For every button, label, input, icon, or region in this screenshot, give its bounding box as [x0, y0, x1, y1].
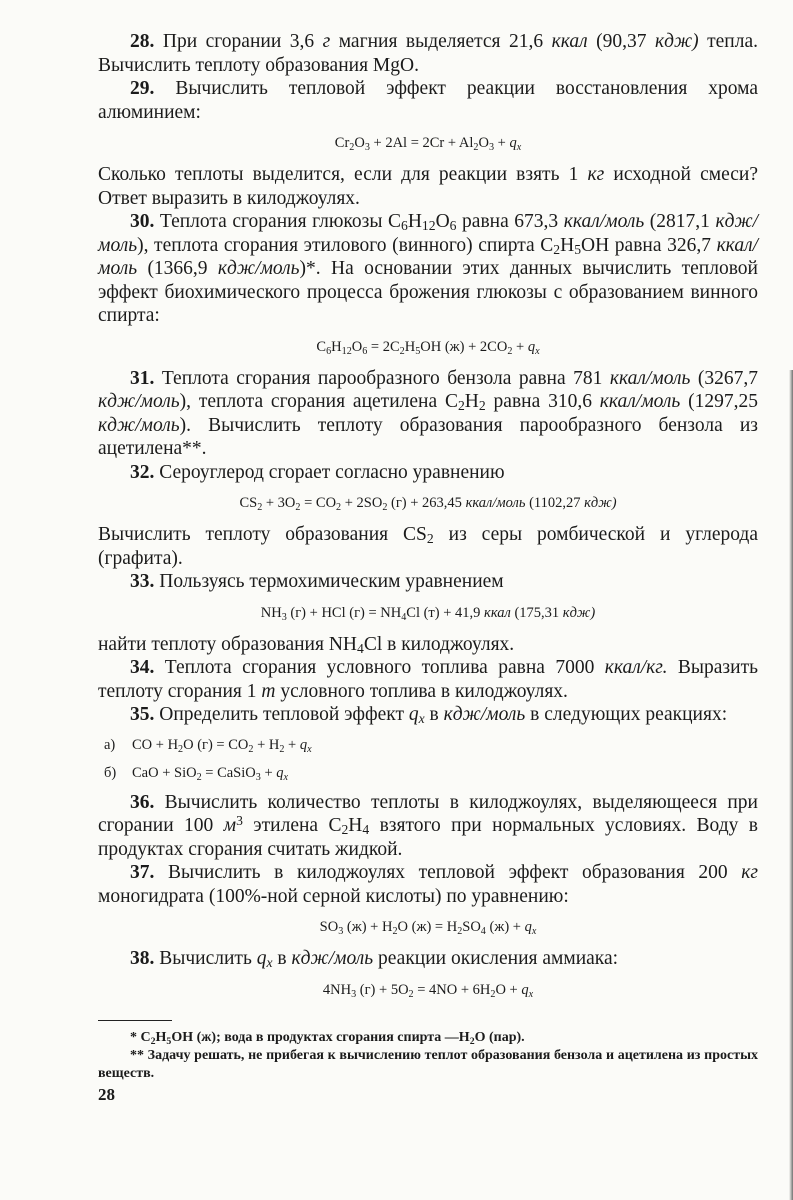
- page-edge-shadow: [789, 370, 793, 1200]
- equation-29: $Cr_2O_3 + 2Al = 2Cr + Al_2O_3 + q_x$: [334, 135, 522, 153]
- problem-29: 29. Вычислить тепловой эффект реакции восстановления хрома алюминием:: [98, 78, 758, 123]
- problem-35: 35. Определить тепловой эффект $q_x$ в кдж/моль в следующих реакциях:: [130, 704, 728, 726]
- problem-29-question: Сколько теплоты выделится, если для реакции взять 1 кг исходной смеси? Ответ выразить в килоджоулях.: [98, 164, 758, 209]
- footnote-2: ** Задачу решать, не прибегая к вычислению теплот образования бензола и ацетилена из простых веществ.: [98, 1047, 758, 1081]
- equation-38: $4NH_3$ $(г) + 5O_2 = 4NO + 6H_2O + q_x$: [322, 981, 534, 1000]
- page-body: [98, 30, 758, 1083]
- equation-35b: б) CaO + SiO$_2$ = CaSiO$_3$ + $q_x$: [104, 764, 288, 783]
- problem-33-question: найти теплоту образования $NH_4Cl$ в килоджоулях.: [98, 633, 515, 656]
- problem-32: 32. Сероуглерод сгорает согласно уравнению: [130, 461, 505, 483]
- equation-32: $CS_2 + 3O_2 = CO_2 + 2SO_2$ (г) + 263,45 ккал/моль (1102,27 кдж): [239, 495, 617, 513]
- problem-32-question: Вычислить теплоту образования $CS_2$ из серы ромбической и углерода (графита).: [98, 524, 758, 569]
- footnote-1: * $C_2H_5OH$ (ж); вода в продуктах сгорания спирта $—H_2O$ (пар).: [130, 1029, 525, 1047]
- problem-28: 28. При сгорании 3,6 г магния выделяется 21,6 ккал (90,37 кдж) тепла. Вычислить теплоту образования MgO.: [98, 31, 759, 76]
- problem-31: 31. Теплота сгорания парообразного бензола равна 781 ккал/моль (3267,7 кдж/моль), теплота сгорания ацетилена $C_2H_2$ равна 310,6 ккал/моль (1297,25 кдж/моль). Вычислить теплоту образования парообразного бензола из ацетилена**.: [98, 367, 759, 459]
- problem-36: 36. Вычислить количество теплоты в килоджоулях, выделяющееся при сгорании 100 $м^3$ этилена $C_2H_4$ взятого при нормальных условиях. Воду в продуктах сгорания считать жидкой.: [98, 791, 758, 860]
- problem-38: 38. Вычислить $q_x$ в кдж/моль реакции окисления аммиака:: [130, 948, 619, 970]
- equation-30: $C_6H_{12}O_6 = 2C_2H_5OH$ $(ж) + 2CO_2 + q_x$: [316, 338, 540, 357]
- footnote-divider: [98, 1020, 172, 1021]
- problem-30: 30. Теплота сгорания глюкозы $C_6H_{12}O_6$ равна 673,3 ккал/моль (2817,1 кдж/моль), теплота сгорания этилового (винного) спирта $C_2H_5OH$ равна 326,7 ккал/моль (1366,9 кдж/моль)*. На основании этих данных вычислить тепловой эффект биохимического процесса брожения глюкозы с образованием винного спирта:: [98, 211, 759, 326]
- problem-37: 37. Вычислить в килоджоулях тепловой эффект образования 200 кг моногидрата (100%-ной серной кислоты) по уравнению:: [98, 862, 758, 907]
- equation-37: $SO_3$ $(ж) + H_2O$ $(ж) = H_2SO_4$ $(ж) + q_x$: [319, 919, 537, 937]
- problem-33: 33. Пользуясь термохимическим уравнением: [130, 571, 504, 592]
- equation-33: $NH_3$ (г) + HCl $(г) = NH_4Cl$ (т) + 41,9 ккал (175,31 кдж): [260, 604, 596, 623]
- footnotes: [98, 1029, 758, 1083]
- page-number: 28: [98, 1085, 115, 1104]
- problem-34: 34. Теплота сгорания условного топлива равна 7000 ккал/кг. Выразить теплоту сгорания 1 т условного топлива в килоджоулях.: [98, 657, 758, 702]
- equation-35a: а) CO + $H_2O$ $(г) = CO_2 + H_2 + q_x$: [104, 736, 312, 755]
